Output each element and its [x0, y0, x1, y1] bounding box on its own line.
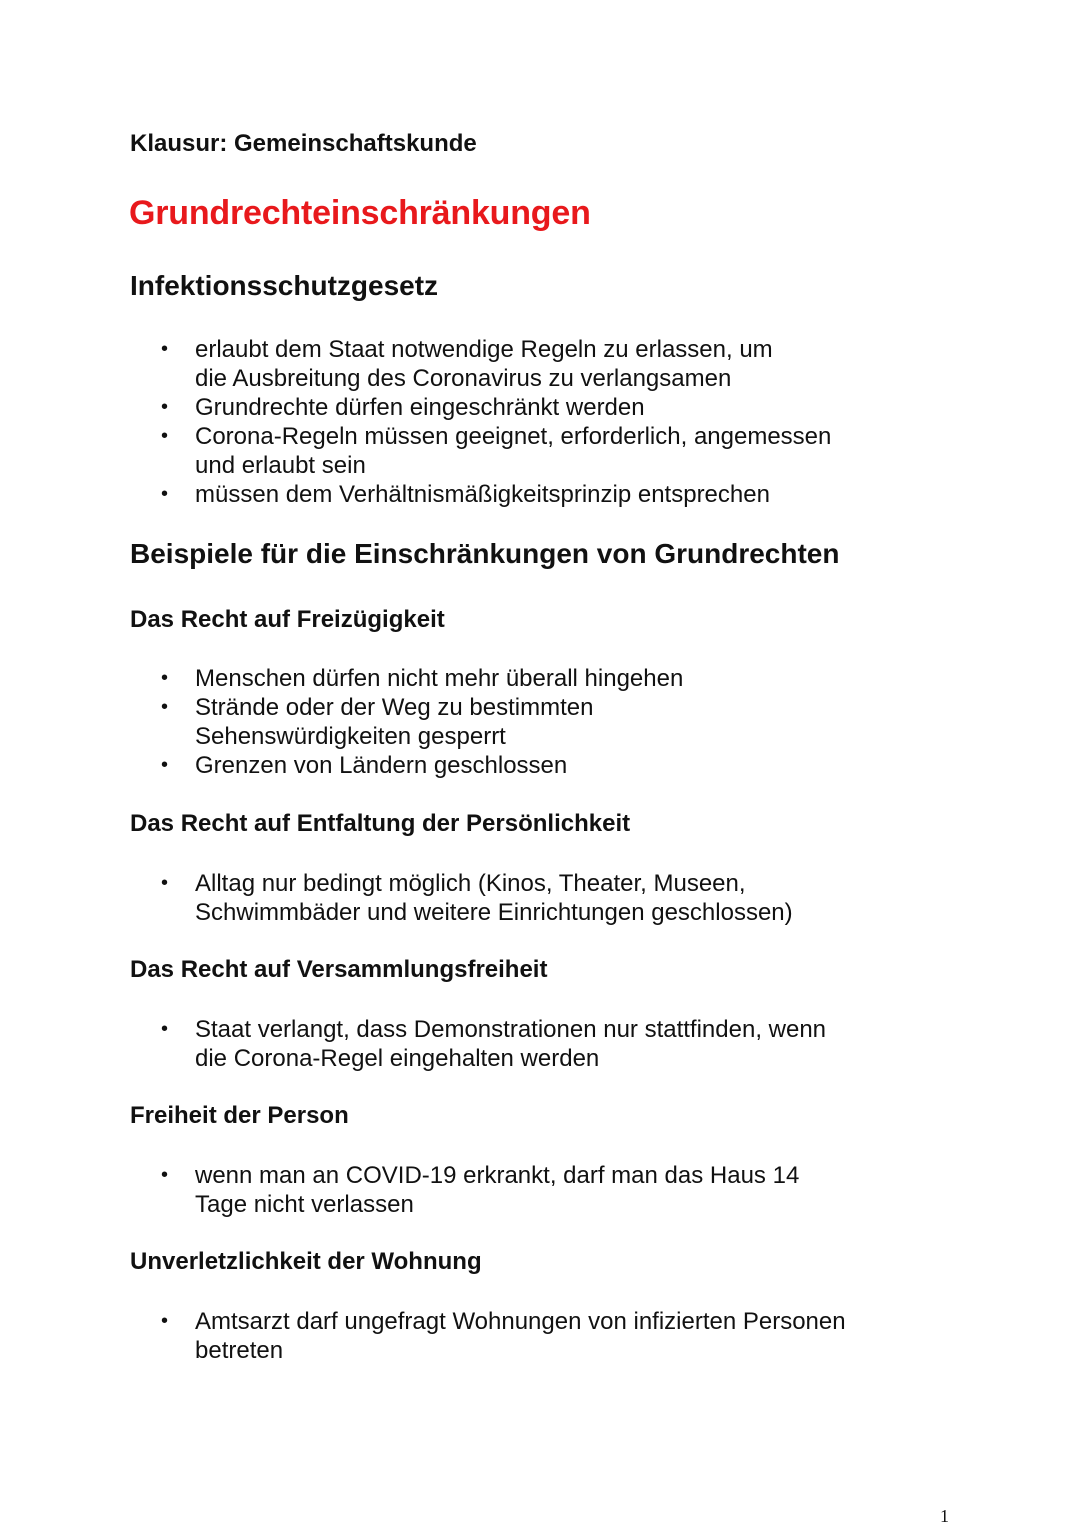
bullet-icon: •: [161, 667, 169, 689]
list-item: [0, 393, 1080, 422]
list-item-text: Grundrechte dürfen eingeschränkt werden: [195, 394, 645, 421]
bullet-list-freiheit-der-person: [0, 1161, 1080, 1219]
list-item: [0, 335, 1080, 393]
subsection-heading-freizuegigkeit: Das Recht auf Freizügigkeit: [130, 606, 445, 633]
subsection-heading-wohnung: Unverletzlichkeit der Wohnung: [130, 1248, 482, 1275]
list-item: [0, 1161, 1080, 1219]
list-item: [0, 869, 1080, 927]
bullet-icon: •: [161, 754, 169, 776]
bullet-icon: •: [161, 1018, 169, 1040]
bullet-icon: •: [161, 1310, 169, 1332]
bullet-icon: •: [161, 696, 169, 718]
list-item: [0, 480, 1080, 509]
page-number: 1: [940, 1506, 949, 1526]
subsection-heading-versammlungsfreiheit: Das Recht auf Versammlungsfreiheit: [130, 956, 548, 983]
bullet-list-freizuegigkeit: [0, 664, 1080, 780]
bullet-icon: •: [161, 483, 169, 505]
list-item-text: Menschen dürfen nicht mehr überall hingehen: [195, 665, 684, 692]
list-item: [0, 751, 1080, 780]
bullet-icon: •: [161, 872, 169, 894]
list-item: [0, 422, 1080, 480]
list-item-text: Strände oder der Weg zu bestimmten Sehenswürdigkeiten gesperrt: [195, 694, 594, 750]
list-item-text: erlaubt dem Staat notwendige Regeln zu erlassen, um die Ausbreitung des Coronavirus zu verlangsamen: [195, 336, 773, 392]
list-item-text: Alltag nur bedingt möglich (Kinos, Theater, Museen, Schwimmbäder und weitere Einrichtungen geschlossen): [195, 870, 793, 926]
bullet-icon: •: [161, 338, 169, 360]
bullet-list-infektionsschutzgesetz: [0, 335, 1080, 509]
list-item-text: Grenzen von Ländern geschlossen: [195, 752, 568, 779]
list-item-text: müssen dem Verhältnismäßigkeitsprinzip entsprechen: [195, 481, 770, 508]
list-item: [0, 693, 1080, 751]
list-item: [0, 664, 1080, 693]
bullet-icon: •: [161, 396, 169, 418]
list-item: [0, 1307, 1080, 1365]
document-title: Grundrechteinschränkungen: [129, 194, 591, 232]
subsection-heading-freiheit-der-person: Freiheit der Person: [130, 1102, 349, 1129]
bullet-icon: •: [161, 425, 169, 447]
list-item-text: Staat verlangt, dass Demonstrationen nur stattfinden, wenn die Corona-Regel eingehalten werden: [195, 1016, 827, 1072]
course-heading: Klausur: Gemeinschaftskunde: [130, 130, 477, 157]
list-item-text: Amtsarzt darf ungefragt Wohnungen von infizierten Personen betreten: [195, 1308, 846, 1364]
subsection-heading-entfaltung: Das Recht auf Entfaltung der Persönlichkeit: [130, 810, 631, 837]
bullet-list-wohnung: [0, 1307, 1080, 1365]
section-heading-infektionsschutzgesetz: Infektionsschutzgesetz: [130, 270, 439, 301]
list-item-text: wenn man an COVID-19 erkrankt, darf man das Haus 14 Tage nicht verlassen: [195, 1162, 800, 1218]
list-item-text: Corona-Regeln müssen geeignet, erforderlich, angemessen und erlaubt sein: [195, 423, 832, 479]
bullet-icon: •: [161, 1164, 169, 1186]
section-heading-beispiele: Beispiele für die Einschränkungen von Grundrechten: [130, 538, 840, 569]
bullet-list-versammlungsfreiheit: [0, 1015, 1080, 1073]
bullet-list-entfaltung: [0, 869, 1080, 927]
list-item: [0, 1015, 1080, 1073]
